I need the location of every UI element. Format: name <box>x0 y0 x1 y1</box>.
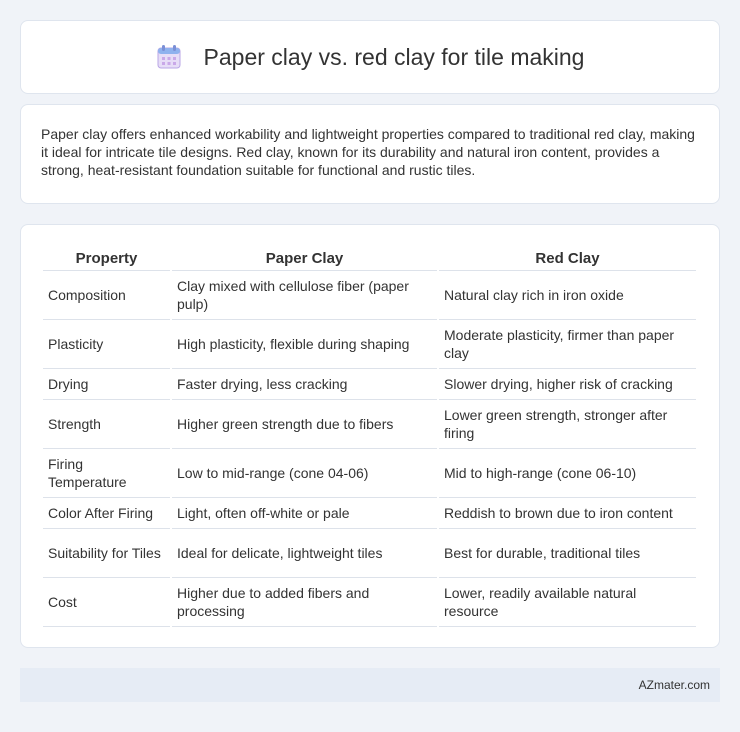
table-row <box>43 578 696 627</box>
red-clay-cell: Lower, readily available natural resource <box>439 578 696 627</box>
property-cell: Strength <box>43 400 170 449</box>
table-row <box>43 529 696 578</box>
title-card <box>20 20 720 94</box>
header-paper-clay: Paper Clay <box>172 245 437 271</box>
property-cell: Plasticity <box>43 320 170 369</box>
footer-bar <box>20 668 720 702</box>
property-cell: Color After Firing <box>43 498 170 529</box>
intro-card <box>20 104 720 204</box>
red-clay-cell: Moderate plasticity, firmer than paper clay <box>439 320 696 369</box>
red-clay-cell: Reddish to brown due to iron content <box>439 498 696 529</box>
footer-brand[interactable]: AZmater.com <box>638 678 710 692</box>
paper-clay-cell: High plasticity, flexible during shaping <box>172 320 437 369</box>
red-clay-cell: Slower drying, higher risk of cracking <box>439 369 696 400</box>
paper-clay-cell: Faster drying, less cracking <box>172 369 437 400</box>
comparison-table-card <box>20 224 720 648</box>
paper-clay-cell: Ideal for delicate, lightweight tiles <box>172 529 437 578</box>
red-clay-cell: Lower green strength, stronger after firing <box>439 400 696 449</box>
paper-clay-cell: Light, often off-white or pale <box>172 498 437 529</box>
header-red-clay: Red Clay <box>439 245 696 271</box>
paper-clay-cell: Low to mid-range (cone 04-06) <box>172 449 437 498</box>
table-row <box>43 449 696 498</box>
table-row <box>43 271 696 320</box>
table-row <box>43 369 696 400</box>
paper-clay-cell: Higher green strength due to fibers <box>172 400 437 449</box>
red-clay-cell: Mid to high-range (cone 06-10) <box>439 449 696 498</box>
comparison-table <box>41 245 698 627</box>
property-cell: Cost <box>43 578 170 627</box>
table-row <box>43 320 696 369</box>
property-cell: Drying <box>43 369 170 400</box>
paper-clay-cell: Clay mixed with cellulose fiber (paper pulp) <box>172 271 437 320</box>
intro-paragraph: Paper clay offers enhanced workability and lightweight properties compared to traditional red clay, making it ideal for intricate tile designs. Red clay, known for its durability and natural iron content, provides a strong, heat-resistant foundation suitable for functional and rustic tiles. <box>41 126 695 178</box>
calendar-icon <box>156 44 182 70</box>
table-header-row <box>43 245 696 271</box>
paper-clay-cell: Higher due to added fibers and processing <box>172 578 437 627</box>
red-clay-cell: Best for durable, traditional tiles <box>439 529 696 578</box>
red-clay-cell: Natural clay rich in iron oxide <box>439 271 696 320</box>
property-cell: Suitability for Tiles <box>43 529 170 578</box>
property-cell: Composition <box>43 271 170 320</box>
table-row <box>43 400 696 449</box>
table-row <box>43 498 696 529</box>
header-property: Property <box>43 245 170 271</box>
property-cell: Firing Temperature <box>43 449 170 498</box>
page-title: Paper clay vs. red clay for tile making <box>203 43 585 70</box>
